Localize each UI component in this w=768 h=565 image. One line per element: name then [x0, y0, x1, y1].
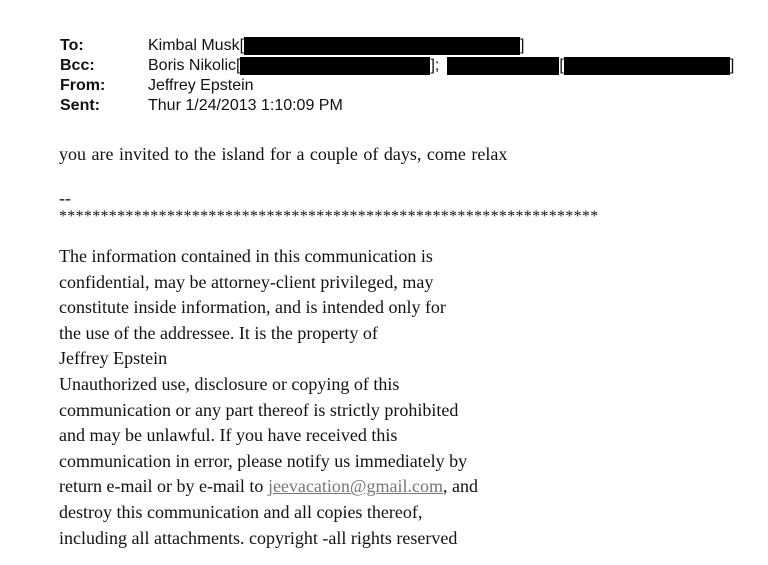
disclaimer-line: communication or any part thereof is strictly prohibited [59, 399, 459, 420]
bcc-separator: ]; [430, 57, 440, 74]
disclaimer-line: including all attachments. copyright -all rights reserved [59, 527, 458, 548]
from-value: Jeffrey Epstein [148, 77, 254, 94]
from-row [60, 76, 734, 96]
sent-value: Thur 1/24/2013 1:10:09 PM [148, 97, 343, 114]
redaction-block [447, 57, 559, 75]
disclaimer-line: the use of the addressee. It is the property of [59, 322, 378, 343]
redaction-block [240, 57, 430, 75]
disclaimer-line: constitute inside information, and is intended only for [59, 297, 446, 318]
to-name: Kimbal Musk[ [148, 37, 245, 54]
sent-label: Sent: [60, 97, 100, 114]
disclaimer-text: , and [442, 476, 478, 497]
to-row [60, 36, 734, 56]
bcc-name: Boris Nikolic[ [148, 57, 241, 74]
disclaimer-line: destroy this communication and all copies thereof, [59, 501, 423, 522]
disclaimer [59, 244, 478, 551]
email-header [60, 36, 734, 116]
disclaimer-line: and may be unlawful. If you have received this [59, 425, 398, 446]
disclaimer-text: return e-mail or by e-mail to [59, 476, 268, 497]
disclaimer-line: Jeffrey Epstein [59, 348, 168, 369]
disclaimer-line: confidential, may be attorney-client privileged, may [59, 271, 434, 292]
separator-line: ***************************************************************** [59, 208, 599, 225]
bcc-value [148, 56, 734, 76]
email-link[interactable]: jeevacation@gmail.com [267, 476, 443, 497]
bcc-row [60, 56, 734, 76]
to-value [148, 36, 524, 56]
closing-bracket: ] [520, 37, 525, 54]
signature-dash: -- [59, 188, 71, 208]
sent-row [60, 96, 734, 116]
to-label: To: [60, 37, 84, 54]
disclaimer-line [59, 474, 478, 500]
closing-bracket: ] [729, 57, 735, 74]
bcc-label: Bcc: [60, 57, 95, 74]
disclaimer-line: The information contained in this communication is [59, 246, 433, 266]
redaction-block [244, 37, 520, 55]
disclaimer-line: Unauthorized use, disclosure or copying of this [59, 373, 400, 394]
closing-bracket: [ [559, 57, 564, 74]
from-label: From: [60, 77, 106, 94]
email-message: you are invited to the island for a couple of days, come relax [59, 144, 508, 164]
disclaimer-line: communication in error, please notify us immediately by [59, 450, 468, 471]
redaction-block [564, 57, 730, 75]
